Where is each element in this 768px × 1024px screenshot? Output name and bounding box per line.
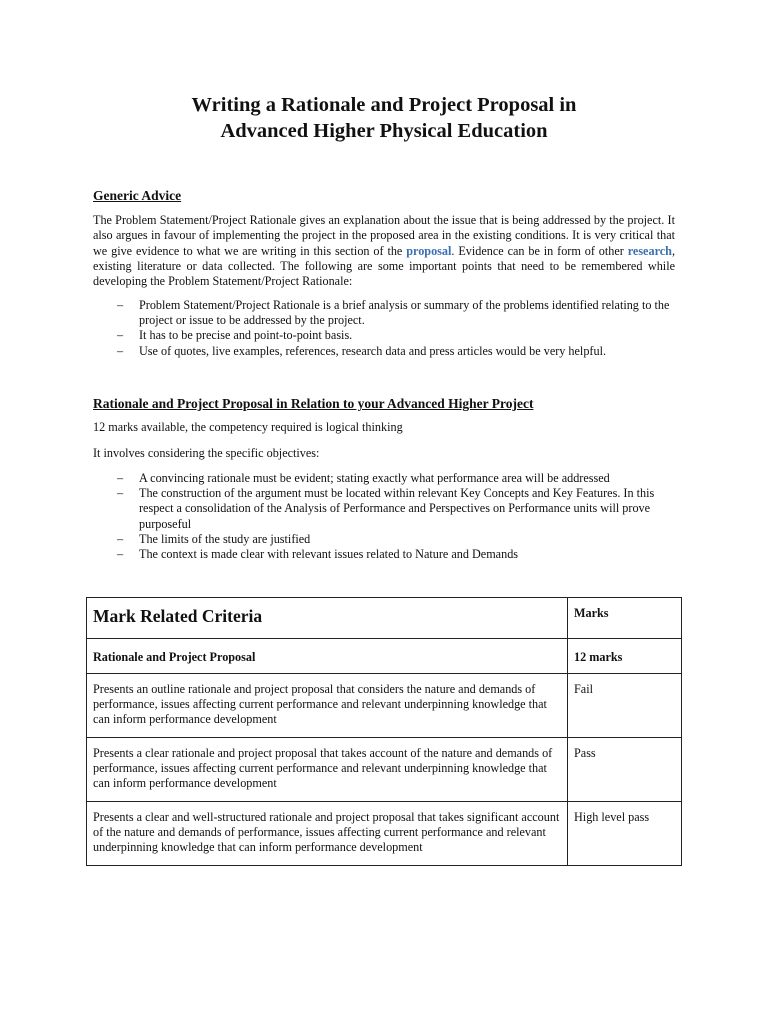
mark-cell: Pass (568, 738, 682, 802)
section2-heading: Rationale and Project Proposal in Relation to your Advanced Higher Project (93, 396, 534, 411)
list-item (93, 486, 678, 532)
list-item-text: Use of quotes, live examples, references, research data and press articles would be very helpful. (139, 343, 606, 358)
dash-glyph: – (117, 486, 124, 501)
generic-advice-list (93, 298, 678, 359)
dash-glyph: – (117, 547, 124, 562)
document-title (0, 92, 768, 144)
list-item-text: It has to be precise and point-to-point basis. (139, 328, 353, 343)
list-item-text: The context is made clear with relevant issues related to Nature and Demands (139, 547, 519, 562)
list-item (93, 471, 678, 486)
list-item-text: A convincing rationale must be evident; stating exactly what performance area will be addressed (139, 471, 610, 485)
table-row (87, 802, 682, 866)
objectives-intro-line: It involves considering the specific objectives: (93, 446, 320, 460)
marks-available-line: 12 marks available, the competency required is logical thinking (93, 420, 403, 434)
generic-advice-heading: Generic Advice (93, 188, 182, 203)
table-row (87, 738, 682, 802)
list-item (93, 328, 678, 343)
table-subheader-marks: 12 marks (568, 639, 682, 674)
criteria-cell: Presents a clear and well-structured rationale and project proposal that takes significant account of the nature and demands of performance, issues affecting current performance and relevant underpinning knowledge that can inform performance development (87, 802, 568, 866)
mark-cell: High level pass (568, 802, 682, 866)
table-header-criteria (87, 598, 568, 639)
dash-glyph: – (117, 343, 124, 358)
proposal-link[interactable]: proposal (406, 243, 452, 258)
paragraph-text-3: , existing literature or data collected. The following are some important points that need to be remembered while developing the Problem Statement/Project Rationale: (93, 243, 675, 289)
table-subheader-criteria: Rationale and Project Proposal (87, 639, 568, 674)
list-item-text: The limits of the study are justified (139, 531, 311, 546)
list-item-text: The construction of the argument must be located within relevant Key Concepts and Key Features. In this respect a consolidation of the Analysis of Performance and Perspectives on Performance units will prove purposeful (139, 486, 655, 531)
research-link[interactable]: research (627, 243, 672, 258)
generic-advice-paragraph (93, 213, 675, 289)
table-row (87, 674, 682, 738)
dash-glyph: – (117, 328, 124, 343)
criteria-cell: Presents an outline rationale and project proposal that considers the nature and demands of performance, issues affecting current performance and relevant underpinning knowledge that can inform performance development (87, 674, 568, 738)
title-line-1: Writing a Rationale and Project Proposal in (191, 94, 577, 116)
list-item-text: Problem Statement/Project Rationale is a brief analysis or summary of the problems identified relating to the project or issue to be addressed by the project. (139, 298, 670, 328)
dash-glyph: – (117, 531, 124, 546)
table-header-marks: Marks (568, 598, 682, 639)
list-item (93, 532, 678, 547)
title-line-2: Advanced Higher Physical Education (220, 120, 548, 142)
list-item (93, 298, 678, 328)
dash-glyph: – (117, 298, 124, 312)
table-subheader-row (87, 639, 682, 674)
objectives-list (93, 471, 678, 562)
mark-criteria-table (86, 597, 682, 866)
dash-glyph: – (117, 471, 124, 485)
mark-cell: Fail (568, 674, 682, 738)
criteria-cell: Presents a clear rationale and project proposal that takes account of the nature and demands of performance, issues affecting current performance and relevant underpinning knowledge that can inform performance development (87, 738, 568, 802)
table-header-row (87, 598, 682, 639)
list-item (93, 344, 678, 359)
paragraph-text-1: The Problem Statement/Project Rationale gives an explanation about the issue that is being addressed by the project. It also argues in favour of implementing the project in the proposed area in the existing conditions. It is very critical that we give evidence to what we are writing in this section of the (93, 213, 675, 258)
table-header-criteria-text: Mark Related Criteria (93, 606, 263, 626)
list-item (93, 547, 678, 562)
paragraph-text-2: . Evidence can be in form of other (451, 243, 628, 258)
